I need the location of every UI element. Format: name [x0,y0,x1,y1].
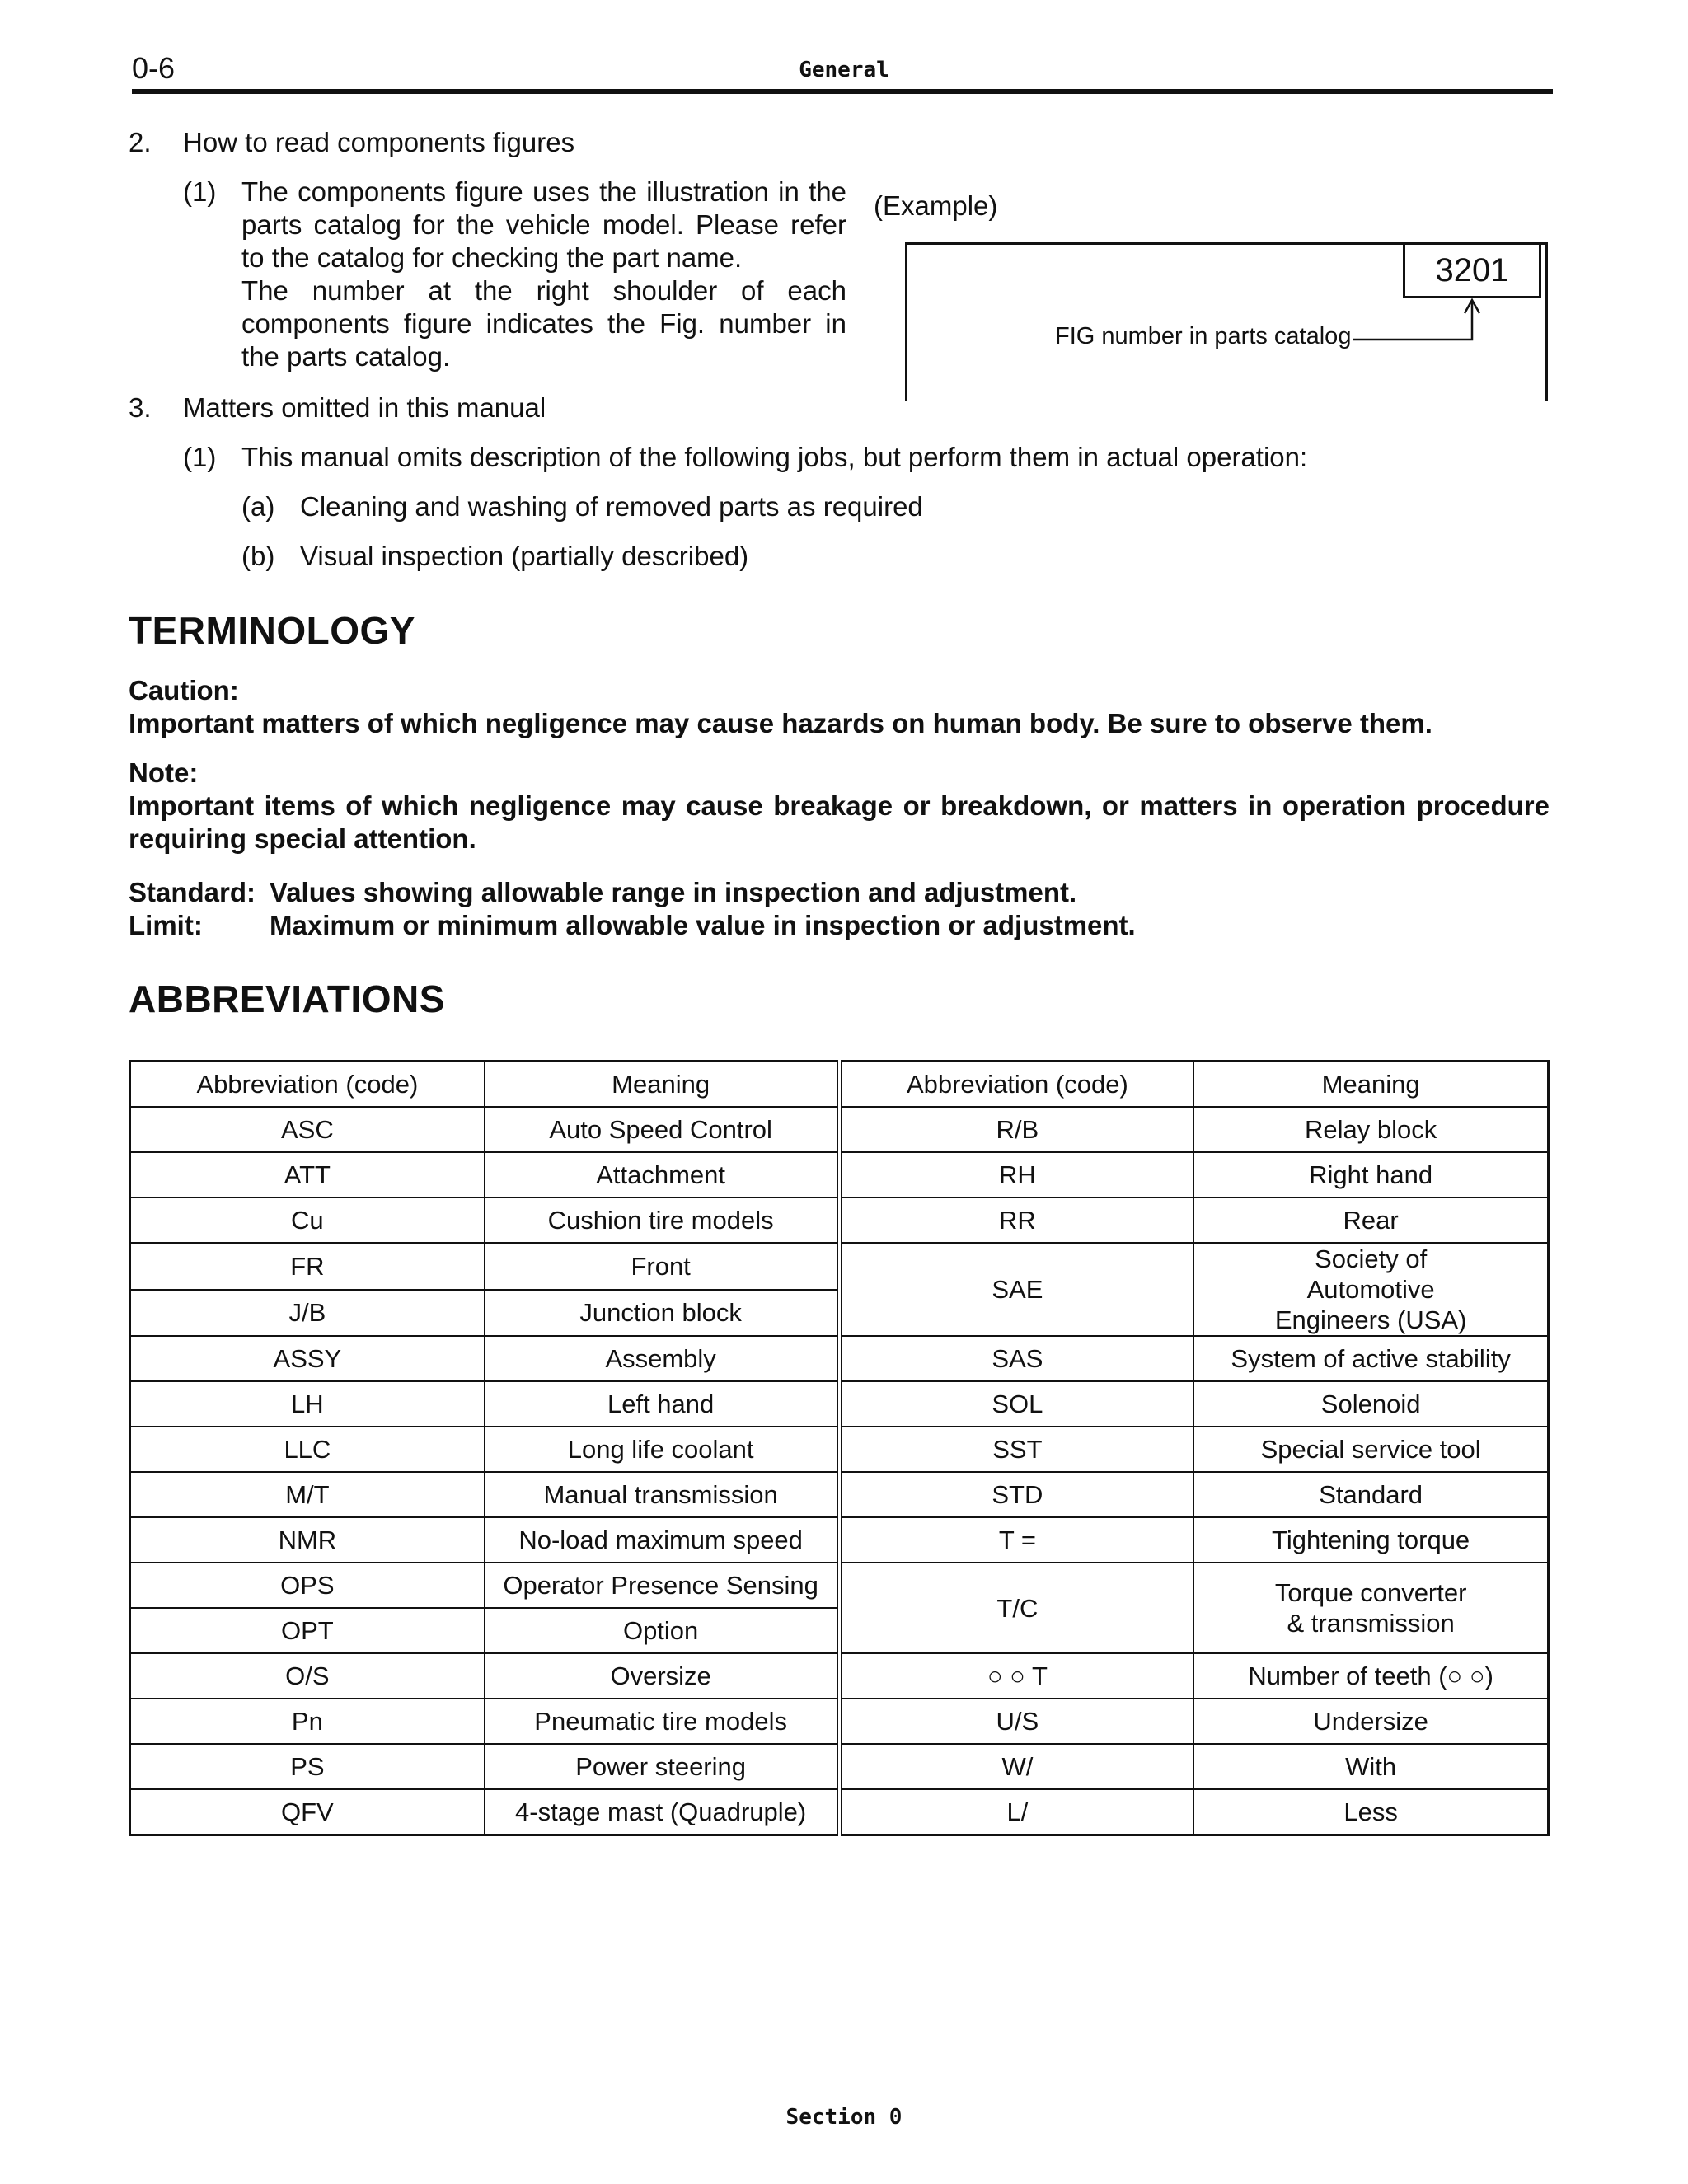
abbr-code: FR [130,1243,485,1290]
table-row [130,1472,1549,1517]
limit-text: Maximum or minimum allowable value in inspection or adjustment. [270,910,1136,940]
standard-label: Standard: [129,877,256,907]
abbr-meaning: Assembly [485,1336,839,1381]
example-fig-number: 3201 [1403,242,1541,298]
caution-text: Important matters of which negligence may cause hazards on human body. Be sure to observe them. [129,708,1432,738]
abbr-code: OPT [130,1608,485,1653]
abbr-meaning: 4-stage mast (Quadruple) [485,1789,839,1835]
abbr-code: SAE [839,1243,1193,1336]
table-row [130,1517,1549,1563]
abbr-meaning: No-load maximum speed [485,1517,839,1563]
abbreviations-table [129,1060,1550,1836]
item2-number: 2. [129,127,152,157]
table-row [130,1699,1549,1744]
abbr-meaning: Attachment [485,1152,839,1197]
abbr-meaning: Cushion tire models [485,1197,839,1243]
abbr-code: ○ ○ T [839,1653,1193,1699]
column-header: Abbreviation (code) [130,1062,485,1108]
item3-a-number: (a) [241,491,275,522]
abbr-meaning: Special service tool [1193,1427,1548,1472]
abbr-meaning: Torque converter & transmission [1193,1563,1548,1653]
abbr-meaning: Number of teeth (○ ○) [1193,1653,1548,1699]
table-row [130,1563,1549,1608]
abbr-code: QFV [130,1789,485,1835]
abbr-code: Cu [130,1197,485,1243]
abbr-meaning: Long life coolant [485,1427,839,1472]
section-title: General [799,58,889,82]
header-rule [132,89,1553,94]
item2-sub1-line: parts catalog for the vehicle model. Please refer [241,209,846,240]
abbr-code: ASC [130,1107,485,1152]
table-row [130,1653,1549,1699]
table-row [130,1152,1549,1197]
limit-label: Limit: [129,910,203,940]
table-row [130,1381,1549,1427]
abbr-code: J/B [130,1290,485,1337]
abbr-meaning: Standard [1193,1472,1548,1517]
abbr-code: PS [130,1744,485,1789]
column-header: Meaning [1193,1062,1548,1108]
note-line: Important items of which negligence may cause breakage or breakdown, or matters in operation procedure [129,790,1550,821]
item3-number: 3. [129,392,152,423]
abbr-meaning: Auto Speed Control [485,1107,839,1152]
abbr-meaning: Oversize [485,1653,839,1699]
item2-sub1-line: the parts catalog. [241,341,451,372]
abbr-code: LLC [130,1427,485,1472]
item3-a-text: Cleaning and washing of removed parts as required [300,491,923,522]
item2-text: How to read components figures [183,127,575,157]
column-header: Abbreviation (code) [839,1062,1193,1108]
abbr-meaning: Right hand [1193,1152,1548,1197]
abbr-meaning: Pneumatic tire models [485,1699,839,1744]
item2-sub1-number: (1) [183,176,217,207]
column-header: Meaning [485,1062,839,1108]
abbr-code: U/S [839,1699,1193,1744]
abbr-code: SAS [839,1336,1193,1381]
abbr-code: O/S [130,1653,485,1699]
abbr-meaning: Tightening torque [1193,1517,1548,1563]
item2-sub1-line: to the catalog for checking the part name. [241,242,743,273]
abbr-meaning: Junction block [485,1290,839,1337]
item2-sub1-line: components figure indicates the Fig. number in [241,308,846,339]
caution-label: Caution: [129,675,239,705]
table-row [130,1789,1549,1835]
table-row [130,1243,1549,1290]
abbr-code: OPS [130,1563,485,1608]
item3-b-number: (b) [241,541,275,571]
abbr-meaning: Operator Presence Sensing [485,1563,839,1608]
abbr-meaning: Relay block [1193,1107,1548,1152]
standard-text: Values showing allowable range in inspection and adjustment. [270,877,1077,907]
note-paragraph [129,790,1550,855]
footer-section-label: Section 0 [785,2105,903,2130]
abbr-code: T/C [839,1563,1193,1653]
abbr-code: NMR [130,1517,485,1563]
abbr-meaning: Front [485,1243,839,1290]
abbr-code: ASSY [130,1336,485,1381]
note-line: requiring special attention. [129,823,476,854]
abbr-code: W/ [839,1744,1193,1789]
abbr-meaning: System of active stability [1193,1336,1548,1381]
item2-sub1-line: The number at the right shoulder of each [241,275,846,306]
abbr-code: ATT [130,1152,485,1197]
example-label: (Example) [874,190,998,221]
table-row [130,1107,1549,1152]
leader-arrow-icon [1352,297,1484,354]
abbr-meaning: Less [1193,1789,1548,1835]
item3-sub1-text: This manual omits description of the following jobs, but perform them in actual operation: [241,442,1308,472]
example-fig-caption: FIG number in parts catalog [1055,323,1352,349]
note-label: Note: [129,757,199,788]
abbr-meaning: Manual transmission [485,1472,839,1517]
abbr-meaning: Power steering [485,1744,839,1789]
abbr-code: RH [839,1152,1193,1197]
table-row [130,1336,1549,1381]
abbr-code: SST [839,1427,1193,1472]
table-header-row [130,1062,1549,1108]
abbr-code: SOL [839,1381,1193,1427]
abbr-meaning: Rear [1193,1197,1548,1243]
item3-sub1-number: (1) [183,442,217,472]
terminology-heading: TERMINOLOGY [129,609,415,652]
abbr-code: STD [839,1472,1193,1517]
item3-text: Matters omitted in this manual [183,392,546,423]
abbreviations-heading: ABBREVIATIONS [129,977,445,1020]
table-row [130,1427,1549,1472]
abbr-meaning: Option [485,1608,839,1653]
page-number: 0-6 [132,51,176,85]
abbr-meaning: Left hand [485,1381,839,1427]
item2-sub1-paragraph [241,176,846,373]
item2-sub1-line: The components figure uses the illustration in the [241,176,846,207]
abbr-code: Pn [130,1699,485,1744]
abbr-code: R/B [839,1107,1193,1152]
table-row [130,1744,1549,1789]
abbr-code: RR [839,1197,1193,1243]
abbr-code: T = [839,1517,1193,1563]
table-row [130,1197,1549,1243]
abbr-code: LH [130,1381,485,1427]
abbr-meaning: Undersize [1193,1699,1548,1744]
abbr-code: L/ [839,1789,1193,1835]
abbr-meaning: Society of Automotive Engineers (USA) [1193,1243,1548,1336]
abbr-meaning: With [1193,1744,1548,1789]
abbr-code: M/T [130,1472,485,1517]
abbr-meaning: Solenoid [1193,1381,1548,1427]
item3-b-text: Visual inspection (partially described) [300,541,749,571]
